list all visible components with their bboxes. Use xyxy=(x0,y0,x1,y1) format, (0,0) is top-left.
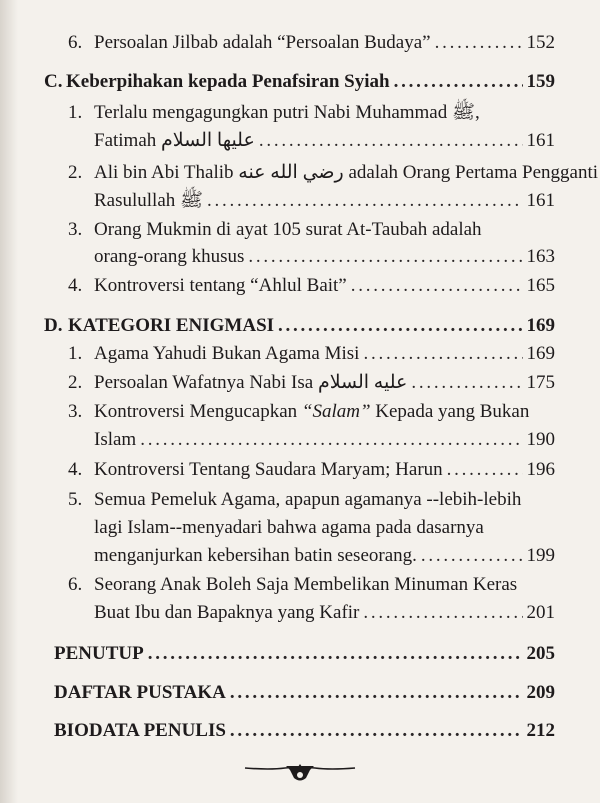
entry-number: 6. xyxy=(68,32,83,53)
entry-page-number: 152 xyxy=(526,32,555,53)
entry-title xyxy=(94,398,529,426)
toc-entry[interactable] xyxy=(0,272,600,300)
entry-number: 5. xyxy=(68,489,83,510)
entry-title-continuation: menganjurkan kebersihan batin seseorang. xyxy=(94,545,417,566)
toc-entry[interactable] xyxy=(0,216,600,244)
dot-leader xyxy=(148,640,523,668)
toc-entry[interactable] xyxy=(0,398,600,426)
dot-leader xyxy=(278,312,522,340)
entry-number: 4. xyxy=(68,459,83,480)
entry-title: Persoalan Wafatnya Nabi Isa عليه السلام xyxy=(94,372,408,393)
toc-entry-continuation[interactable] xyxy=(0,187,600,215)
section-letter: C. xyxy=(44,71,63,92)
dot-leader xyxy=(248,243,522,271)
section-page-number: 159 xyxy=(526,71,555,92)
chapter-title: PENUTUP xyxy=(54,643,144,664)
entry-title: Seorang Anak Boleh Saja Membelikan Minuman Keras xyxy=(94,574,518,595)
entry-title-continuation: Islam xyxy=(94,429,137,450)
dot-leader xyxy=(230,717,523,745)
entry-title: Terlalu mengagungkan putri Nabi Muhammad ﷺ, xyxy=(94,102,480,123)
entry-number: 2. xyxy=(68,162,83,183)
chapter-page-number: 212 xyxy=(526,720,555,741)
dot-leader xyxy=(230,679,523,707)
dot-leader xyxy=(259,127,523,155)
entry-title-continuation: Fatimah عليها السلام xyxy=(94,130,255,151)
entry-title-emphasis: “Salam” xyxy=(301,401,371,422)
entry-number: 1. xyxy=(68,343,83,364)
entry-page-number: 196 xyxy=(526,459,555,480)
entry-title: Persoalan Jilbab adalah “Persoalan Budaya” xyxy=(94,32,431,53)
entry-page-number: 161 xyxy=(526,190,555,211)
dot-leader xyxy=(140,426,522,454)
entry-number: 2. xyxy=(68,372,83,393)
entry-page-number: 201 xyxy=(526,602,555,623)
dot-leader xyxy=(363,340,522,368)
dot-leader xyxy=(363,599,522,627)
entry-title: Kontroversi tentang “Ahlul Bait” xyxy=(94,275,347,296)
entry-title: Kontroversi Tentang Saudara Maryam; Harun xyxy=(94,459,443,480)
chapter-page-number: 205 xyxy=(526,643,555,664)
toc-entry-continuation[interactable] xyxy=(0,542,600,570)
chapter-title: DAFTAR PUSTAKA xyxy=(54,682,226,703)
toc-entry-continuation[interactable] xyxy=(0,599,600,627)
section-title: Keberpihakan kepada Penafsiran Syiah xyxy=(66,71,390,92)
entry-title: Ali bin Abi Thalib رضي الله عنه adalah Orang Pertama Pengganti xyxy=(94,162,599,183)
entry-title-continuation: Buat Ibu dan Bapaknya yang Kafir xyxy=(94,602,360,623)
toc-entry[interactable] xyxy=(0,159,600,187)
dot-leader xyxy=(411,369,522,397)
toc-entry[interactable] xyxy=(0,456,600,484)
entry-title-continuation: orang-orang khusus xyxy=(94,246,245,267)
entry-number: 1. xyxy=(68,102,83,123)
chapter-page-number: 209 xyxy=(526,682,555,703)
entry-title-continuation: Rasulullah ﷺ xyxy=(94,190,203,211)
entry-title-part: Kepada yang Bukan xyxy=(370,401,530,422)
entry-number: 3. xyxy=(68,219,83,240)
entry-title-continuation: lagi Islam--menyadari bahwa agama pada dasarnya xyxy=(94,517,484,538)
toc-chapter[interactable] xyxy=(0,640,600,668)
toc-chapter[interactable] xyxy=(0,717,600,745)
entry-number: 4. xyxy=(68,275,83,296)
section-title: KATEGORI ENIGMASI xyxy=(68,315,275,336)
toc-entry[interactable] xyxy=(0,340,600,368)
toc-entry-continuation[interactable] xyxy=(0,127,600,155)
dot-leader xyxy=(207,187,523,215)
entry-page-number: 165 xyxy=(526,275,555,296)
toc-entry[interactable] xyxy=(0,486,600,514)
ornament-divider-icon xyxy=(240,756,360,786)
entry-number: 3. xyxy=(68,401,83,422)
toc-entry-continuation[interactable] xyxy=(0,426,600,454)
dot-leader xyxy=(394,68,523,96)
entry-number: 6. xyxy=(68,574,83,595)
entry-title: Semua Pemeluk Agama, apapun agamanya --lebih-lebih xyxy=(94,489,522,510)
toc-entry[interactable] xyxy=(0,99,600,127)
toc-entry[interactable] xyxy=(0,369,600,397)
entry-page-number: 199 xyxy=(526,545,555,566)
toc-entry-continuation[interactable] xyxy=(0,243,600,271)
entry-page-number: 161 xyxy=(526,130,555,151)
section-letter: D. xyxy=(44,315,63,336)
entry-title-part: Kontroversi Mengucapkan xyxy=(94,401,302,422)
toc-entry[interactable] xyxy=(0,29,600,57)
entry-page-number: 190 xyxy=(526,429,555,450)
toc-section[interactable] xyxy=(0,68,600,96)
toc-chapter[interactable] xyxy=(0,679,600,707)
dot-leader xyxy=(351,272,523,300)
dot-leader xyxy=(421,542,523,570)
chapter-title: BIODATA PENULIS xyxy=(54,720,226,741)
toc-entry[interactable] xyxy=(0,571,600,599)
entry-title: Orang Mukmin di ayat 105 surat At-Taubah adalah xyxy=(94,219,482,240)
dot-leader xyxy=(435,29,523,57)
entry-page-number: 169 xyxy=(526,343,555,364)
dot-leader xyxy=(447,456,523,484)
section-page-number: 169 xyxy=(526,315,555,336)
entry-title: Agama Yahudi Bukan Agama Misi xyxy=(94,343,360,364)
entry-page-number: 163 xyxy=(526,246,555,267)
toc-section[interactable] xyxy=(0,312,600,340)
entry-page-number: 175 xyxy=(526,372,555,393)
